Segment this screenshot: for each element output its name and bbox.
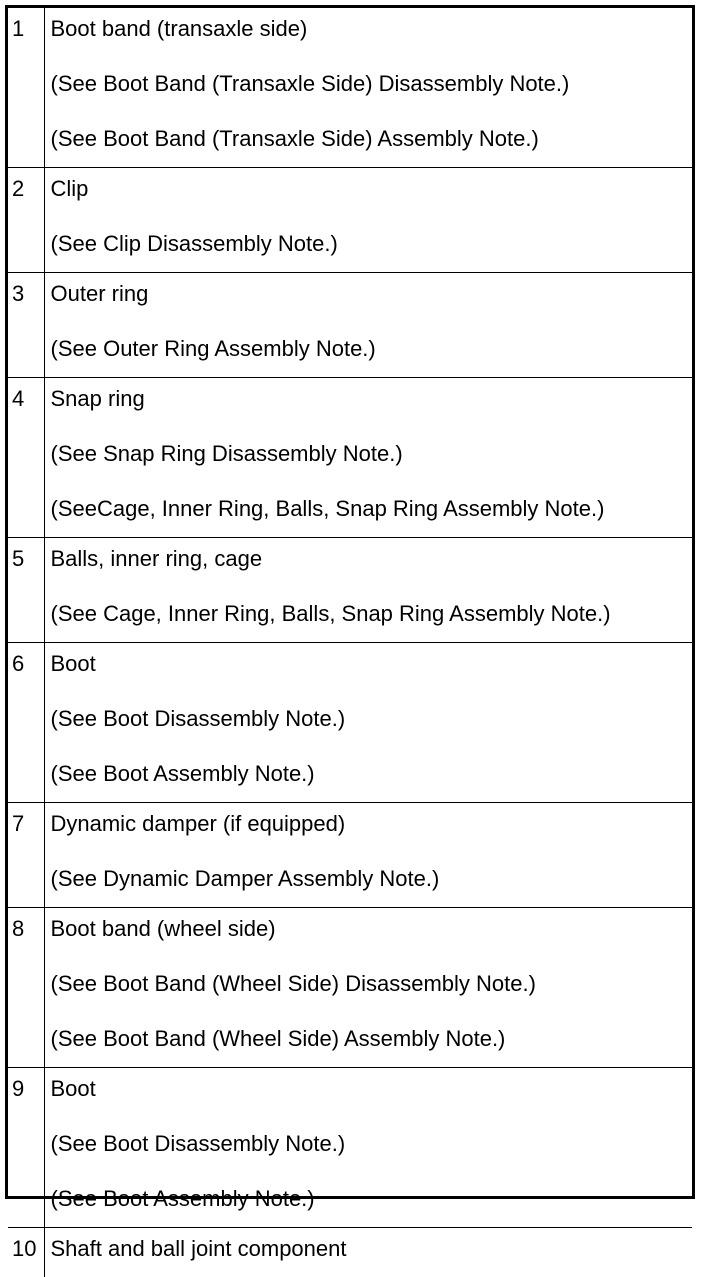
parts-table (8, 8, 692, 1277)
item-name: Boot band (wheel side) (51, 916, 693, 971)
item-note: (See Clip Disassembly Note.) (51, 231, 693, 261)
item-note: (SeeCage, Inner Ring, Balls, Snap Ring Assembly Note.) (51, 496, 693, 526)
item-description (44, 168, 692, 273)
table-row (8, 908, 692, 1068)
item-note: (See Boot Assembly Note.) (51, 761, 693, 791)
item-note: (See Boot Disassembly Note.) (51, 1131, 693, 1186)
table-row (8, 273, 692, 378)
item-number: 1 (8, 8, 44, 168)
item-note: (See Cage, Inner Ring, Balls, Snap Ring Assembly Note.) (51, 601, 693, 631)
item-note: (See Boot Band (Transaxle Side) Assembly Note.) (51, 126, 693, 156)
item-name: Balls, inner ring, cage (51, 546, 693, 601)
table-row (8, 378, 692, 538)
item-name: Shaft and ball joint component (51, 1236, 693, 1266)
item-number: 3 (8, 273, 44, 378)
item-number: 4 (8, 378, 44, 538)
item-name: Boot (51, 651, 693, 706)
item-note: (See Outer Ring Assembly Note.) (51, 336, 693, 366)
item-number: 7 (8, 803, 44, 908)
item-number: 5 (8, 538, 44, 643)
item-note: (See Boot Band (Wheel Side) Assembly Note.) (51, 1026, 693, 1056)
parts-table-frame (5, 5, 695, 1199)
table-row (8, 643, 692, 803)
item-description (44, 538, 692, 643)
item-number: 9 (8, 1068, 44, 1228)
item-note: (See Boot Band (Transaxle Side) Disassembly Note.) (51, 71, 693, 126)
table-row (8, 1228, 692, 1277)
item-name: Boot band (transaxle side) (51, 16, 693, 71)
item-note: (See Boot Disassembly Note.) (51, 706, 693, 761)
table-row (8, 538, 692, 643)
item-description (44, 908, 692, 1068)
item-number: 10 (8, 1228, 44, 1277)
item-description (44, 8, 692, 168)
item-name: Dynamic damper (if equipped) (51, 811, 693, 866)
item-name: Snap ring (51, 386, 693, 441)
table-row (8, 168, 692, 273)
item-description (44, 1068, 692, 1228)
item-number: 2 (8, 168, 44, 273)
item-description (44, 643, 692, 803)
item-note: (See Boot Band (Wheel Side) Disassembly Note.) (51, 971, 693, 1026)
item-number: 8 (8, 908, 44, 1068)
item-description (44, 803, 692, 908)
item-note: (See Dynamic Damper Assembly Note.) (51, 866, 693, 896)
item-number: 6 (8, 643, 44, 803)
item-description (44, 378, 692, 538)
table-row (8, 8, 692, 168)
item-description (44, 273, 692, 378)
item-description (44, 1228, 692, 1277)
item-note: (See Boot Assembly Note.) (51, 1186, 693, 1216)
item-note: (See Snap Ring Disassembly Note.) (51, 441, 693, 496)
table-row (8, 803, 692, 908)
item-name: Outer ring (51, 281, 693, 336)
table-row (8, 1068, 692, 1228)
item-name: Boot (51, 1076, 693, 1131)
item-name: Clip (51, 176, 693, 231)
